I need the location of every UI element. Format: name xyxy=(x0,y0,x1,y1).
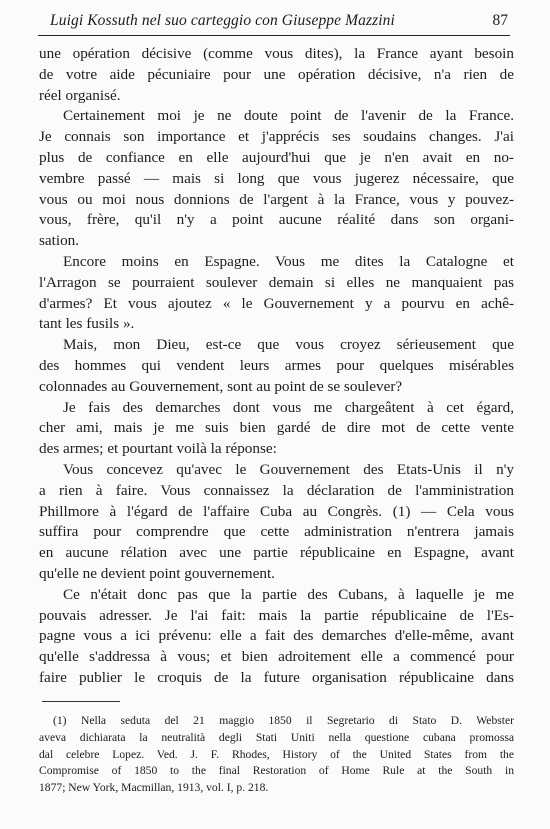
running-title: Luigi Kossuth nel suo carteggio con Giuseppe Mazzini xyxy=(50,12,395,29)
body-line: Certainement moi je ne doute point de l'avenir de la France. xyxy=(63,107,514,125)
letter-body xyxy=(39,44,514,689)
page-number: 87 xyxy=(492,12,508,29)
body-line: tant les fusils ». xyxy=(39,315,135,333)
body-line: réel organisé. xyxy=(39,86,121,104)
body-line: vembre passé — mais si long que vous jugerez nécessaire, que xyxy=(39,169,514,187)
body-line: pouvais adresser. Je l'ai fait: mais la partie républicaine de l'Es- xyxy=(39,606,514,624)
body-line: vous ou moi nous donnions de l'argent à la France, vous y pouvez- xyxy=(39,190,514,208)
footnote-line: dal celebre Lopez. Ved. J. F. Rhodes, History of the United States from the xyxy=(39,747,514,761)
body-line: en aucune rélation avec une partie républicaine en Espagne, avant xyxy=(39,544,514,562)
footnote-divider xyxy=(42,701,120,702)
body-line: Phillmore à l'égard de l'affaire Cuba au Congrès. (1) — Cela vous xyxy=(39,502,514,520)
footnote xyxy=(39,713,514,797)
footnote-line: Compromise of 1850 to the final Restoration of Home Rule at the South in xyxy=(39,764,514,778)
body-line: Ce n'était donc pas que la partie des Cubans, à laquelle je me xyxy=(63,585,514,603)
body-line: a rien à faire. Vous connaissez la déclaration de l'amministration xyxy=(39,481,514,499)
running-header xyxy=(38,9,510,36)
body-line: pagne vous a ici prévenu: elle a fait des demarches d'elle-même, avant xyxy=(39,627,514,645)
body-line: d'armes? Et vous ajoutez « le Gouvernement y a pourvu en achê- xyxy=(39,294,514,312)
body-line: sation. xyxy=(39,232,80,250)
body-line: Je connais son importance et j'apprécis ses soudains changes. J'ai xyxy=(39,128,514,146)
body-line: colonnades au Gouvernement, sont au point de se soulever? xyxy=(39,377,403,395)
body-line: l'Arragon se pourraient soulever demain si elles ne manquaient pas xyxy=(39,273,514,291)
body-line: vous, frère, qu'il n'y a point aucune réalité dans son organi- xyxy=(39,211,514,229)
body-line: suffira pour comprendre que cette administration n'entrera jamais xyxy=(39,523,514,541)
body-line: de votre aide pécuniaire pour une opération décisive, n'a rien de xyxy=(39,65,514,83)
body-line: une opération décisive (comme vous dites), la France ayant besoin xyxy=(39,45,514,62)
footnote-line: 1877; New York, Macmillan, 1913, vol. I, p. 218. xyxy=(39,781,269,795)
body-line: Je fais des demarches dont vous me chargeâtent à cet égard, xyxy=(63,398,514,416)
footnote-line: aveva dichiarata la neutralità degli Stati Uniti nella questione cubana promossa xyxy=(39,730,514,744)
body-line: Mais, mon Dieu, est-ce que vous croyez sérieusement que xyxy=(63,336,514,354)
body-line: faire publier le croquis de la future organisation républicaine dans xyxy=(39,668,514,686)
body-line: qu'elle s'addressa à vous; et bien adroitement elle a commencé pour xyxy=(39,648,514,666)
body-line: cher ami, mais je me suis bien gardé de dire mot de cette vente xyxy=(39,419,514,437)
body-line: qu'elle ne devient point gouvernement. xyxy=(39,564,275,582)
body-line: des hommes qui vendent leurs armes pour quelques misérables xyxy=(39,356,514,374)
body-line: des armes; et pourtant voilà la réponse: xyxy=(39,440,277,458)
footnote-line: (1) Nella seduta del 21 maggio 1850 il Segretario di Stato D. Webster xyxy=(53,714,514,727)
body-line: Vous concevez qu'avec le Gouvernement des Etats-Unis il n'y xyxy=(63,460,514,478)
body-line: Encore moins en Espagne. Vous me dites la Catalogne et xyxy=(63,252,514,270)
body-line: plus de confiance en elle aujourd'hui que je n'en avait en no- xyxy=(39,148,514,166)
